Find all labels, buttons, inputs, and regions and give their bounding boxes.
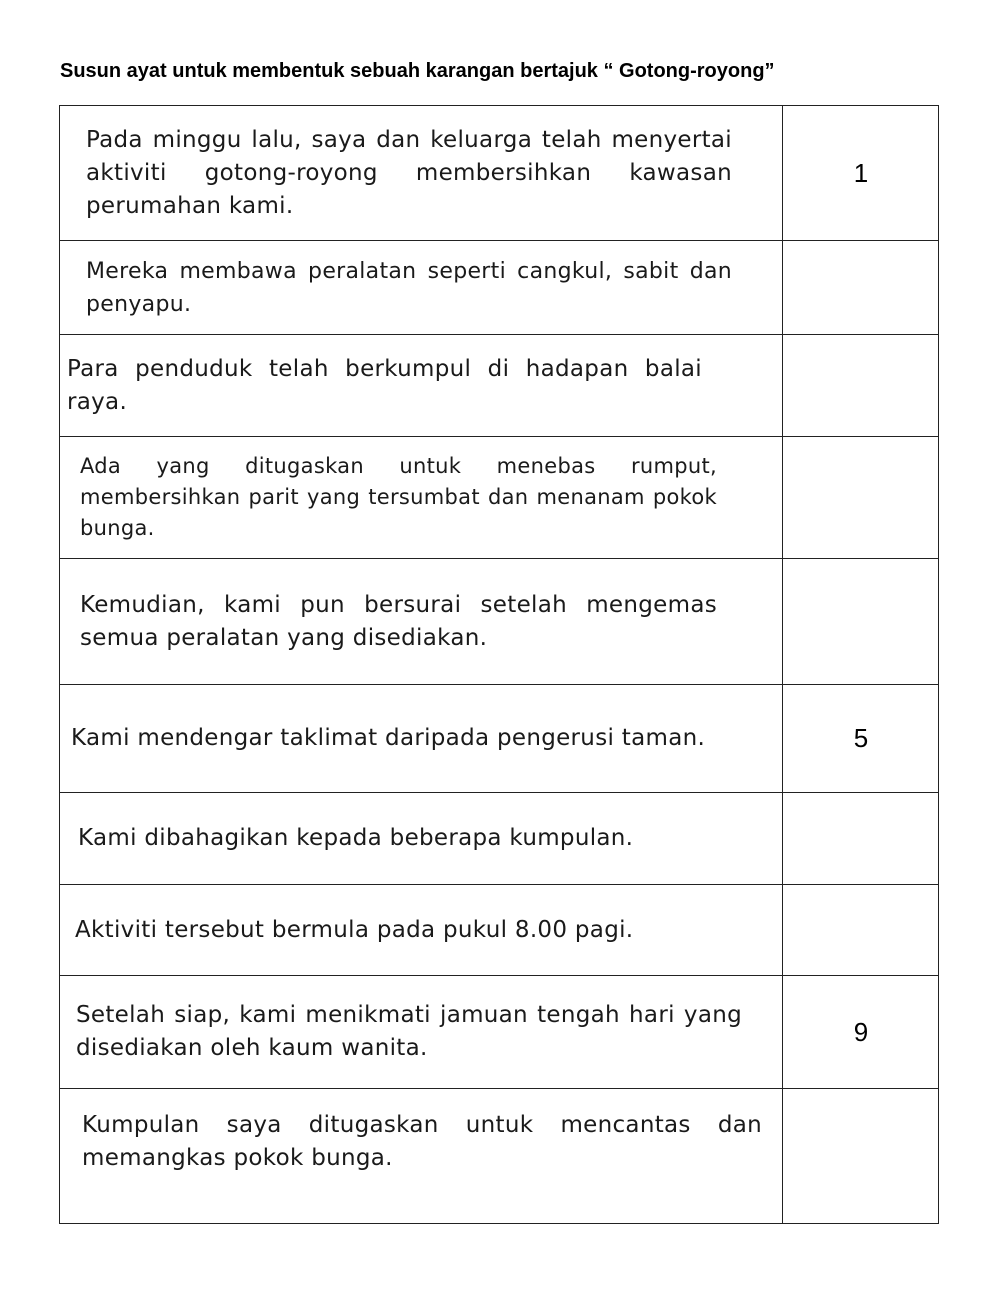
table-row bbox=[60, 437, 938, 559]
sentence-text: Pada minggu lalu, saya dan keluarga telah menyertai aktiviti gotong-royong membersihkan kawasan perumahan kami. bbox=[86, 126, 732, 219]
sentence-cell bbox=[60, 976, 782, 1088]
sentence-cell bbox=[60, 241, 782, 334]
answer-cell[interactable] bbox=[782, 793, 939, 884]
sentence-cell bbox=[60, 685, 782, 792]
answer-cell[interactable] bbox=[782, 335, 939, 436]
answer-cell[interactable] bbox=[782, 241, 939, 334]
sentence-cell bbox=[60, 106, 782, 240]
sentence-text: Kami mendengar taklimat daripada pengerusi taman. bbox=[71, 725, 706, 751]
answer-cell[interactable]: 5 bbox=[782, 685, 939, 792]
arrangement-table bbox=[59, 105, 939, 1224]
sentence-text: Aktiviti tersebut bermula pada pukul 8.00 pagi. bbox=[75, 916, 634, 943]
sentence-text: Para penduduk telah berkumpul di hadapan balai raya. bbox=[67, 355, 702, 415]
sentence-text: Mereka membawa peralatan seperti cangkul, sabit dan penyapu. bbox=[86, 258, 732, 317]
table-row bbox=[60, 885, 938, 976]
sentence-cell bbox=[60, 559, 782, 684]
sentence-text: Ada yang ditugaskan untuk menebas rumput, membersihkan parit yang tersumbat dan menanam pokok bunga. bbox=[80, 454, 717, 540]
answer-cell[interactable] bbox=[782, 885, 939, 975]
table-row bbox=[60, 335, 938, 437]
worksheet-instruction: Susun ayat untuk membentuk sebuah karangan bertajuk “ Gotong-royong” bbox=[60, 60, 775, 82]
answer-cell[interactable] bbox=[782, 559, 939, 684]
sentence-text: Setelah siap, kami menikmati jamuan tengah hari yang disediakan oleh kaum wanita. bbox=[76, 1002, 742, 1061]
table-row bbox=[60, 559, 938, 685]
sentence-cell bbox=[60, 335, 782, 436]
table-row bbox=[60, 793, 938, 885]
table-row bbox=[60, 106, 938, 241]
table-row bbox=[60, 1089, 938, 1223]
answer-cell[interactable]: 1 bbox=[782, 106, 939, 240]
table-row bbox=[60, 685, 938, 793]
sentence-cell bbox=[60, 793, 782, 884]
answer-cell[interactable] bbox=[782, 1089, 939, 1223]
sentence-cell bbox=[60, 1089, 782, 1223]
answer-cell[interactable] bbox=[782, 437, 939, 558]
sentence-text: Kumpulan saya ditugaskan untuk mencantas dan memangkas pokok bunga. bbox=[82, 1112, 762, 1171]
sentence-text: Kami dibahagikan kepada beberapa kumpulan. bbox=[78, 825, 634, 851]
table-row bbox=[60, 976, 938, 1089]
sentence-text: Kemudian, kami pun bersurai setelah mengemas semua peralatan yang disediakan. bbox=[80, 591, 717, 651]
sentence-cell bbox=[60, 437, 782, 558]
table-row bbox=[60, 241, 938, 335]
answer-cell[interactable]: 9 bbox=[782, 976, 939, 1088]
sentence-cell bbox=[60, 885, 782, 975]
